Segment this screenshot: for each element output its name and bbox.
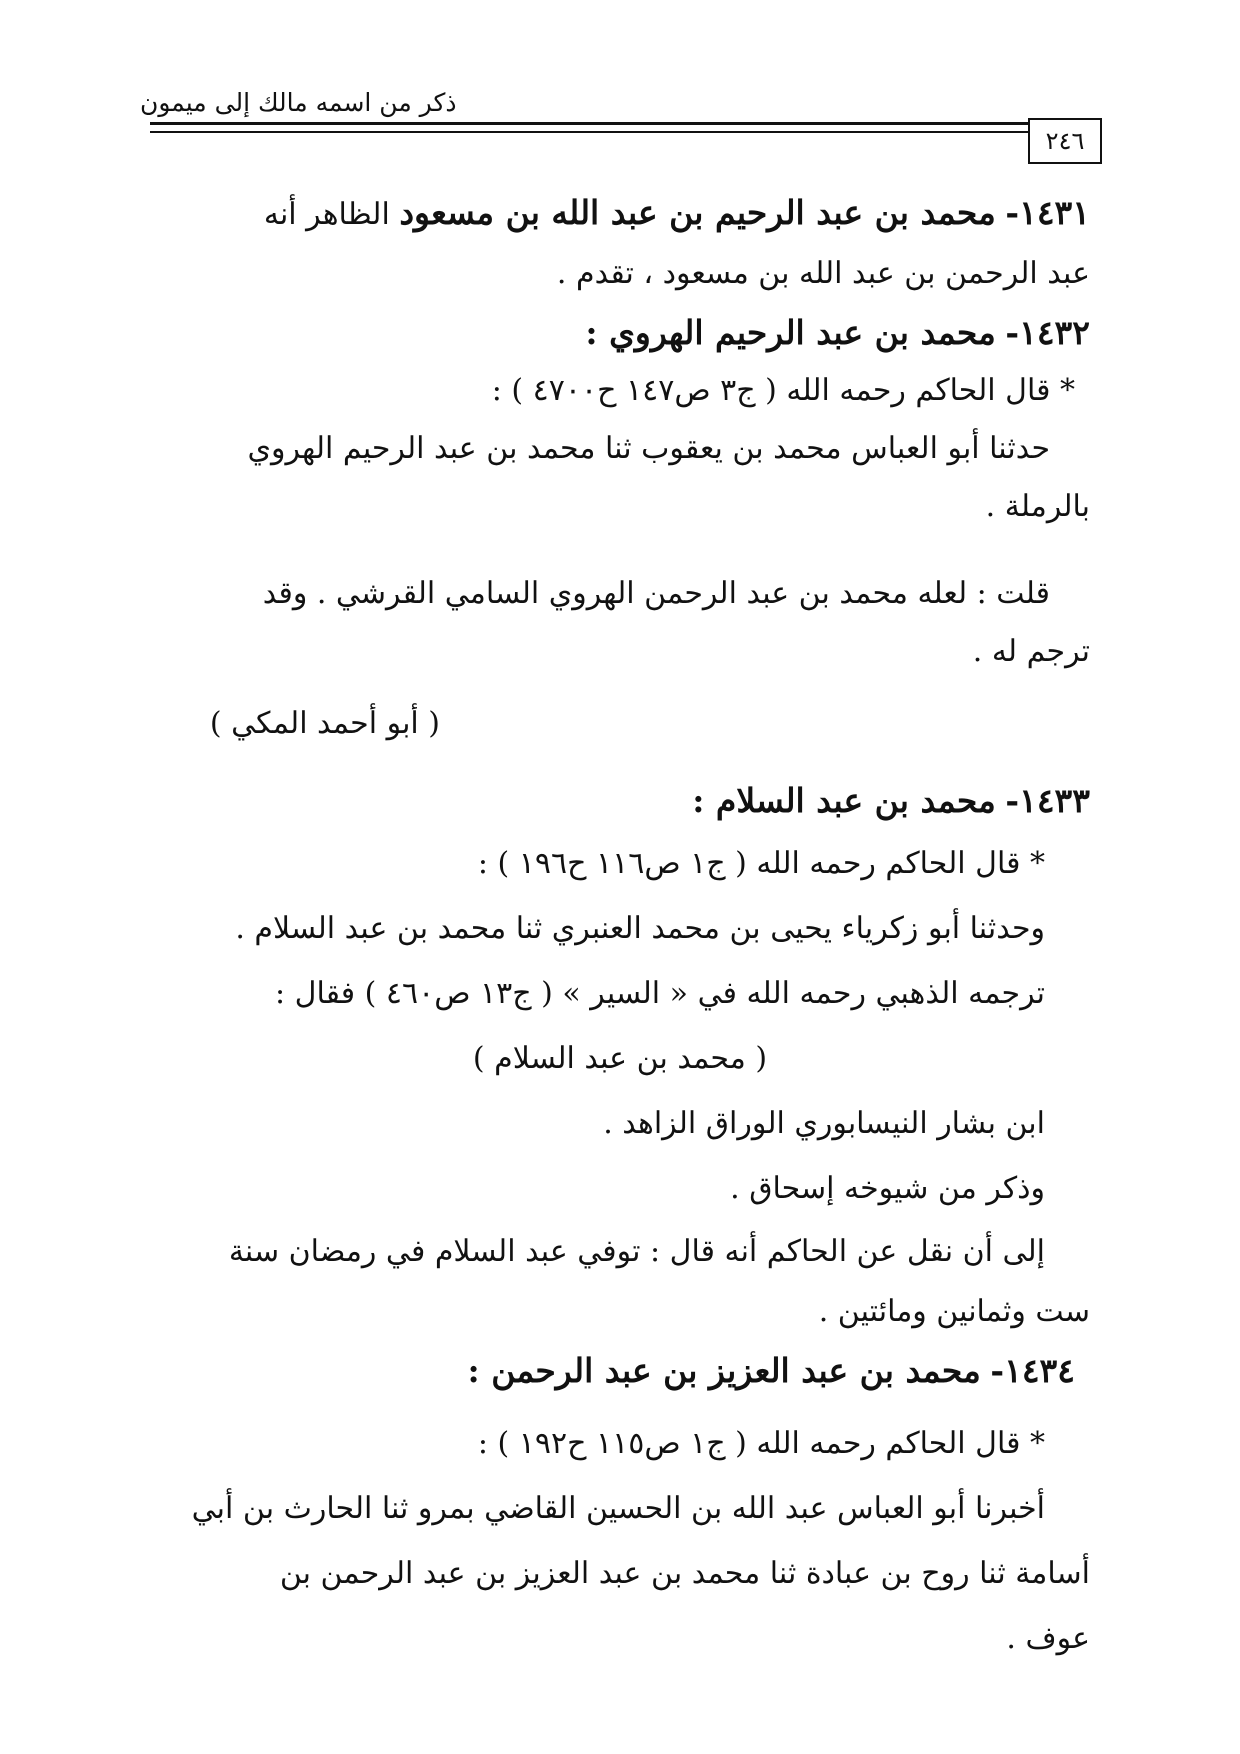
entry-title: محمد بن عبد العزيز بن عبد الرحمن : bbox=[467, 1351, 981, 1390]
header-rule-top bbox=[150, 122, 1095, 125]
text-line: قلت : لعله محمد بن عبد الرحمن الهروي السامي القرشي . وقد bbox=[262, 576, 1050, 611]
text-line: عبد الرحمن بن عبد الله بن مسعود ، تقدم . bbox=[556, 256, 1090, 291]
text-line: ست وثمانين ومائتين . bbox=[818, 1294, 1090, 1329]
entry-number: ١٤٣٤- bbox=[990, 1351, 1075, 1390]
running-title: ذكر من اسمه مالك إلى ميمون bbox=[140, 88, 457, 117]
page-number: ٢٤٦ bbox=[1028, 118, 1102, 164]
text-line: إلى أن نقل عن الحاكم أنه قال : توفي عبد السلام في رمضان سنة bbox=[228, 1234, 1045, 1269]
entry-text: الظاهر أنه bbox=[263, 197, 400, 232]
text-line: حدثنا أبو العباس محمد بن يعقوب ثنا محمد بن عبد الرحيم الهروي bbox=[247, 431, 1050, 466]
text-line: وحدثنا أبو زكرياء يحيى بن محمد العنبري ثنا محمد بن عبد السلام . bbox=[235, 911, 1045, 946]
entry-title: محمد بن عبد الرحيم بن عبد الله بن مسعود bbox=[399, 193, 996, 232]
entry-title: محمد بن عبد السلام : bbox=[692, 781, 996, 820]
entry-number: ١٤٣٣- bbox=[1005, 781, 1090, 820]
text-line: ترجم له . bbox=[972, 634, 1090, 669]
text-line: ( محمد بن عبد السلام ) bbox=[472, 1041, 768, 1076]
entry-heading bbox=[150, 780, 1090, 822]
text-line: أخبرنا أبو العباس عبد الله بن الحسين القاضي بمرو ثنا الحارث بن أبي bbox=[191, 1491, 1045, 1526]
text-line: أسامة ثنا روح بن عبادة ثنا محمد بن عبد العزيز بن عبد الرحمن بن bbox=[279, 1556, 1090, 1591]
entry-heading bbox=[150, 312, 1090, 354]
citation-line: * قال الحاكم رحمه الله ( ج١ ص١١٦ ح١٩٦ ) : bbox=[477, 846, 1045, 881]
text-line: بالرملة . bbox=[985, 489, 1090, 524]
text-line: ابن بشار النيسابوري الوراق الزاهد . bbox=[603, 1106, 1045, 1141]
entry-number: ١٤٣٢- bbox=[1005, 313, 1090, 352]
citation-line: * قال الحاكم رحمه الله ( ج٣ ص١٤٧ ح٤٧٠٠ ) : bbox=[491, 373, 1075, 408]
text-line: عوف . bbox=[1006, 1621, 1090, 1656]
author-note: ( أبو أحمد المكي ) bbox=[209, 706, 440, 741]
text-line: ترجمه الذهبي رحمه الله في « السير » ( ج١٣ ص٤٦٠ ) فقال : bbox=[275, 976, 1045, 1011]
entry-heading bbox=[150, 1350, 1075, 1392]
entry-heading bbox=[150, 192, 1090, 234]
header-rule-bottom bbox=[150, 131, 1095, 133]
entry-title: محمد بن عبد الرحيم الهروي : bbox=[585, 313, 996, 352]
entry-number: ١٤٣١- bbox=[1005, 193, 1090, 232]
citation-line: * قال الحاكم رحمه الله ( ج١ ص١١٥ ح١٩٢ ) : bbox=[477, 1426, 1045, 1461]
text-line: وذكر من شيوخه إسحاق . bbox=[730, 1171, 1045, 1206]
